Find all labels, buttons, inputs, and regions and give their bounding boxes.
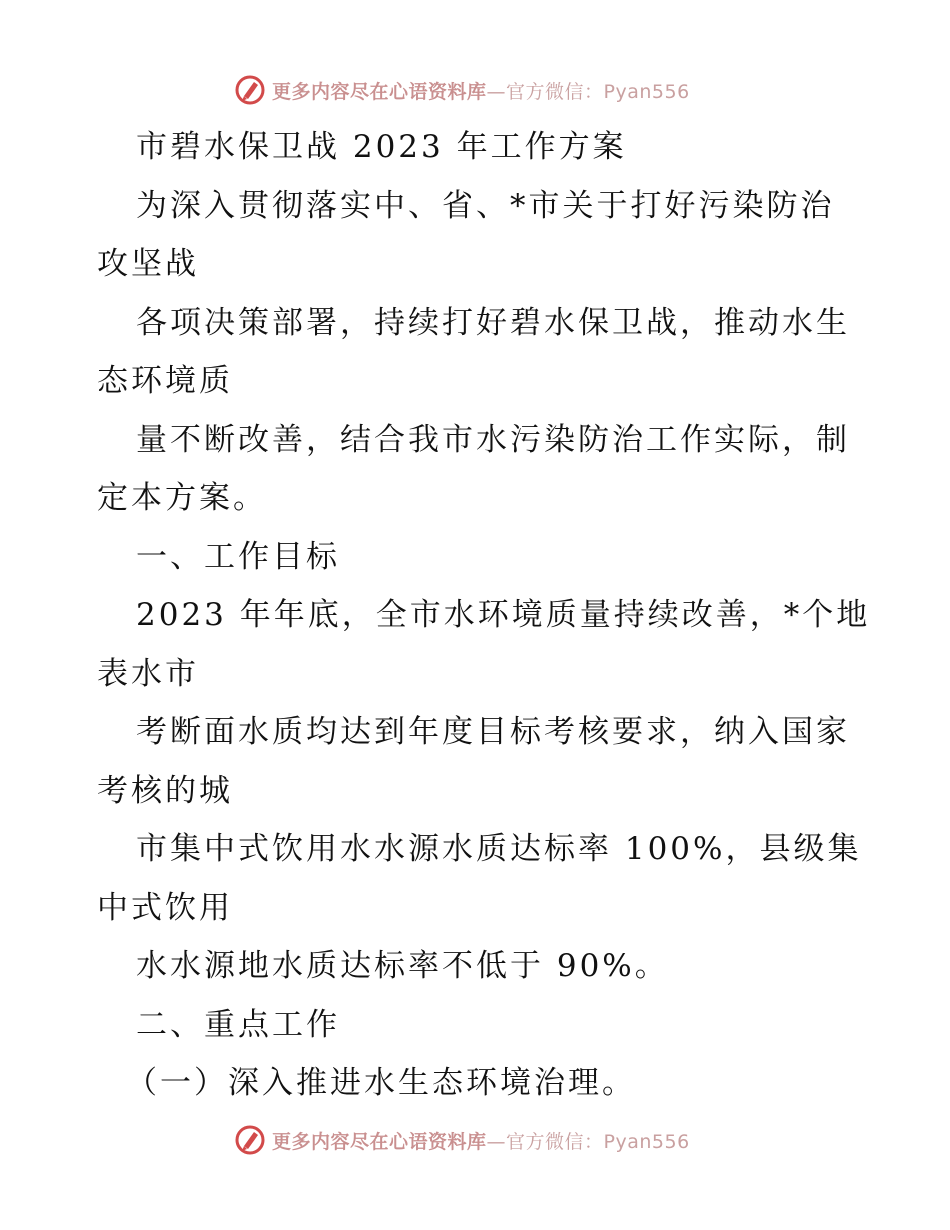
- footer-watermark: [234, 1122, 690, 1158]
- section-heading: 一、工作目标: [136, 539, 340, 575]
- watermark-site-text: 更多内容尽在心语资料库: [272, 80, 487, 103]
- paragraph-line: 表水市: [97, 656, 199, 692]
- paragraph-line: 攻坚战: [97, 246, 199, 282]
- watermark-contact-text: 官方微信：Pyan556: [506, 1130, 690, 1153]
- paragraph-line: 中式饮用: [97, 890, 233, 926]
- paragraph-line: 各项决策部署，持续打好碧水保卫战，推动水生: [136, 305, 850, 341]
- section-heading: 二、重点工作: [136, 1007, 340, 1043]
- watermark-separator: —: [486, 1130, 507, 1153]
- paragraph-line: 定本方案。: [97, 480, 267, 516]
- watermark-text: [272, 1127, 690, 1154]
- watermark-text: [272, 77, 690, 104]
- watermark-contact-text: 官方微信：Pyan556: [506, 80, 690, 103]
- paragraph-line: 考断面水质均达到年度目标考核要求，纳入国家: [136, 714, 850, 750]
- paragraph-line: 水水源地水质达标率不低于 90%。: [136, 948, 669, 984]
- watermark-separator: —: [486, 80, 507, 103]
- header-watermark: [234, 72, 690, 108]
- paragraph-line: 2023 年年底，全市水环境质量持续改善，*个地: [136, 597, 871, 633]
- paragraph-line: 市集中式饮用水水源水质达标率 100%，县级集: [136, 831, 862, 867]
- pen-logo-icon: [234, 1124, 266, 1156]
- pen-logo-icon: [234, 74, 266, 106]
- watermark-site-text: 更多内容尽在心语资料库: [272, 1130, 487, 1153]
- subsection-heading: （一）深入推进水生态环境治理。: [126, 1065, 636, 1101]
- paragraph-line: 态环境质: [97, 363, 233, 399]
- paragraph-line: 考核的城: [97, 773, 233, 809]
- paragraph-line: 为深入贯彻落实中、省、*市关于打好污染防治: [136, 188, 835, 224]
- document-title: 市碧水保卫战 2023 年工作方案: [136, 129, 627, 165]
- paragraph-line: 量不断改善，结合我市水污染防治工作实际，制: [136, 422, 850, 458]
